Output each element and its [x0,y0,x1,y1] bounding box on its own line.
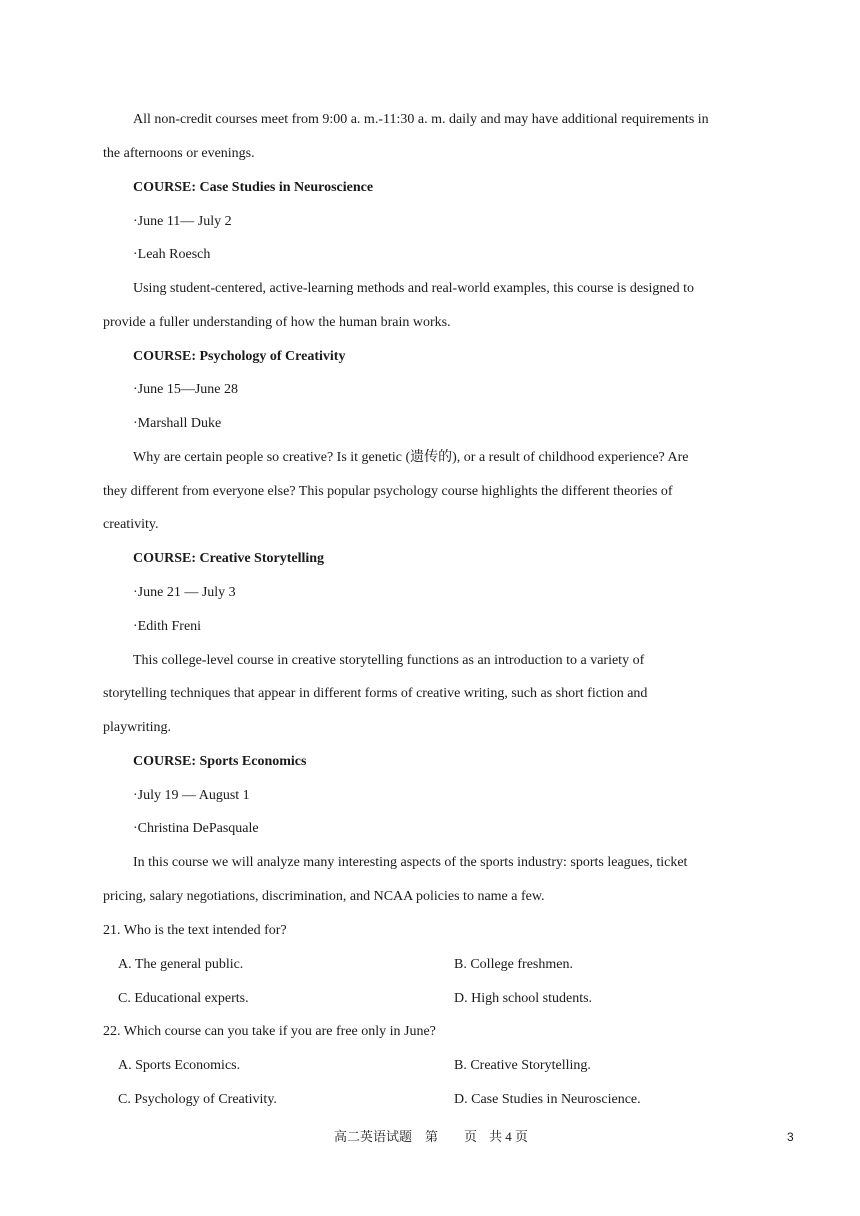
course-title: COURSE: Creative Storytelling [133,551,325,566]
answer-option: B. College freshmen. [454,957,573,972]
footer-total-pages: 共 4 页 [489,1129,529,1144]
intro-line-1: All non-credit courses meet from 9:00 a. m.-11:30 a. m. daily and may have additional requirements in [133,112,709,127]
course-description: playwriting. [103,720,172,735]
question-stem: 22. Which course can you take if you are free only in June? [103,1024,436,1039]
answer-option: A. The general public. [118,957,244,972]
course-description: they different from everyone else? This popular psychology course highlights the different theories of [103,484,673,499]
course-instructor: ·Edith Freni [133,619,202,634]
footer-page-suffix: 页 [464,1129,478,1144]
answer-option: C. Psychology of Creativity. [118,1092,277,1107]
page-number: 3 [787,1130,794,1144]
course-description: Why are certain people so creative? Is it genetic (遗传的), or a result of childhood experience? Are [133,450,689,465]
answer-option: B. Creative Storytelling. [454,1058,591,1073]
question-stem: 21. Who is the text intended for? [103,923,287,938]
course-description: storytelling techniques that appear in different forms of creative writing, such as short fiction and [103,686,648,701]
course-description: pricing, salary negotiations, discrimination, and NCAA policies to name a few. [103,889,545,904]
course-dates: ·June 11— July 2 [133,214,232,229]
answer-option: D. High school students. [454,991,593,1006]
answer-option: A. Sports Economics. [118,1058,241,1073]
course-dates: ·June 21 — July 3 [133,585,236,600]
course-title: COURSE: Psychology of Creativity [133,349,346,364]
answer-option: C. Educational experts. [118,991,249,1006]
course-description: provide a fuller understanding of how the human brain works. [103,315,451,330]
course-description: Using student-centered, active-learning methods and real-world examples, this course is designed to [133,281,694,296]
course-description: creativity. [103,517,159,532]
footer-page-prefix: 第 [425,1129,439,1144]
course-description: This college-level course in creative storytelling functions as an introduction to a variety of [133,653,645,668]
course-dates: ·June 15—June 28 [133,382,238,397]
course-instructor: ·Leah Roesch [133,247,211,262]
course-title: COURSE: Sports Economics [133,754,307,769]
course-title: COURSE: Case Studies in Neuroscience [133,180,374,195]
footer-exam-title: 高二英语试题 [334,1129,413,1144]
course-instructor: ·Marshall Duke [133,416,222,431]
footer-page-info [334,1128,528,1146]
course-dates: ·July 19 — August 1 [133,788,250,803]
answer-option: D. Case Studies in Neuroscience. [454,1092,641,1107]
course-instructor: ·Christina DePasquale [133,821,259,836]
course-description: In this course we will analyze many interesting aspects of the sports industry: sports leagues, ticket [133,855,688,870]
intro-line-2: the afternoons or evenings. [103,146,255,161]
